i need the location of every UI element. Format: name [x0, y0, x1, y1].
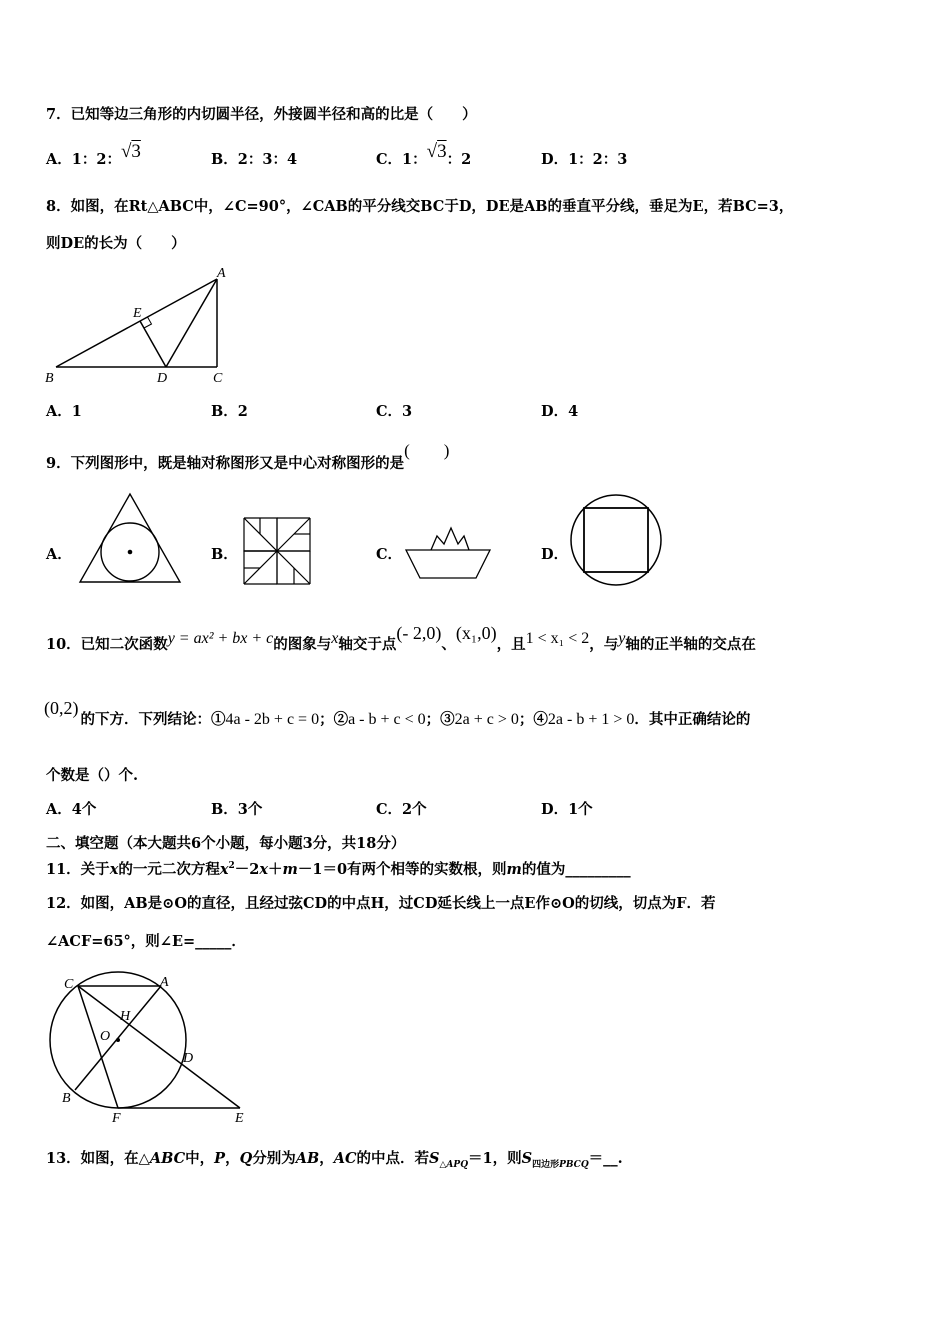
label-d: D: [183, 1051, 194, 1066]
q10-point-1: (- 2,0): [396, 623, 442, 643]
q9-option-b-label[interactable]: B．: [211, 546, 238, 563]
q7-stem: 7．已知等边三角形的内切圆半径，外接圆半径和高的比是（ ）: [46, 106, 477, 123]
q9-figure-a-triangle-incircle[interactable]: [78, 491, 182, 585]
q7-option-d[interactable]: D．1：2：3: [541, 151, 628, 168]
q12-circle-figure: [40, 972, 255, 1124]
line-ce: [78, 986, 240, 1108]
q8-stem-line1: 8．如图，在Rt△ABC中，∠C=90°，∠CAB的平分线交BC于D，DE是AB的垂直平分线，垂足为E，若BC=3，: [46, 198, 794, 215]
q10-option-d[interactable]: D．1个: [541, 801, 593, 818]
q11-stem: 11．关于x的一元二次方程$x^2-2x+m-1=0$有两个相等的实数根，则m的值为_________: [46, 861, 631, 878]
label-f: F: [112, 1111, 121, 1126]
label-b: B: [62, 1091, 71, 1106]
q10-function: y = ax² + bx + c: [167, 630, 274, 647]
q8-option-d[interactable]: D．4: [541, 403, 579, 420]
q10-stem-line2: (0,2)的下方．下列结论：①4a - 2b + c = 0；②a - b + c < 0；③2a + c > 0；④2a - b + 1 > 0．其中正确结论的: [44, 698, 751, 728]
label-c: C: [64, 977, 74, 992]
q7-option-b[interactable]: B．2：3：4: [211, 151, 298, 168]
segment-de: [140, 321, 166, 367]
q10-point-2: (x₁,0): [455, 623, 497, 643]
q8-option-a[interactable]: A．1: [46, 403, 82, 420]
q11-answer-blank[interactable]: _________: [565, 861, 631, 878]
label-b: B: [45, 371, 54, 386]
label-e: E: [133, 306, 142, 321]
q10-conclusion-1: 4a - 2b + c = 0: [225, 711, 320, 728]
q10-inequality: 1 < x₁ < 2: [525, 630, 590, 647]
q10-option-a[interactable]: A．4个: [46, 801, 97, 818]
q9-option-d-label[interactable]: D．: [541, 546, 569, 563]
q9-option-c-label[interactable]: C．: [376, 546, 403, 563]
q10-stem-line1: 10．已知二次函数y = ax² + bx + c的图象与x轴交于点(- 2,0)、(x₁,0)，且1 < x₁ < 2，与y轴的正半轴的交点在: [46, 623, 756, 653]
label-a: A: [217, 266, 226, 281]
q9-figure-d-circle-square[interactable]: [568, 492, 664, 588]
q10-conclusion-4: 2a - b + 1 > 0: [547, 711, 635, 728]
label-c: C: [213, 371, 223, 386]
q9-figure-c-boat[interactable]: [404, 526, 494, 582]
label-o: O: [100, 1029, 111, 1044]
q12-stem-line1: 12．如图，AB是⊙O的直径，且经过弦CD的中点H，过CD延长线上一点E作⊙O的切线，切点为F．若: [46, 895, 716, 912]
q8-option-c[interactable]: C．3: [376, 403, 413, 420]
q13-stem: 13．如图，在△ABC中，P，Q分别为AB，AC的中点．若$S_{\triangle APQ}=1$，则$S_{四边形PBCQ}=\_\_$.: [46, 1150, 623, 1170]
label-d: D: [157, 371, 168, 386]
label-e: E: [235, 1111, 244, 1126]
q10-conclusion-3: 2a + c > 0: [454, 711, 519, 728]
q10-conclusion-2: a - b + c < 0: [348, 711, 426, 728]
q9-figure-b-pinwheel[interactable]: [242, 516, 312, 586]
segment-ba: [56, 279, 217, 367]
segment-cf: [78, 986, 118, 1108]
q8-option-b[interactable]: B．2: [211, 403, 248, 420]
q8-triangle-figure: [40, 265, 240, 390]
q9-stem: 9．下列图形中，既是轴对称图形又是中心对称图形的是( ): [46, 441, 450, 472]
q9-answer-paren: ( ): [404, 441, 450, 460]
q10-option-c[interactable]: C．2个: [376, 801, 427, 818]
q12-stem-line2: ∠ACF=65°，则∠E=_____．: [46, 933, 246, 950]
section-2-heading: 二、填空题（本大题共6个小题，每小题3分，共18分）: [46, 835, 406, 852]
q10-option-b[interactable]: B．3个: [211, 801, 263, 818]
label-a: A: [160, 975, 169, 990]
label-h: H: [120, 1009, 131, 1024]
q10-point-3: (0,2): [44, 698, 79, 718]
q10-stem-line3: 个数是（）个.: [46, 767, 139, 784]
q7-option-a[interactable]: A．1：2：√3: [46, 141, 141, 168]
q8-stem-line2: 则DE的长为（ ）: [46, 235, 186, 252]
q7-option-c[interactable]: C．1：√3：2: [376, 141, 472, 168]
q9-option-a-label[interactable]: A．: [46, 546, 72, 563]
